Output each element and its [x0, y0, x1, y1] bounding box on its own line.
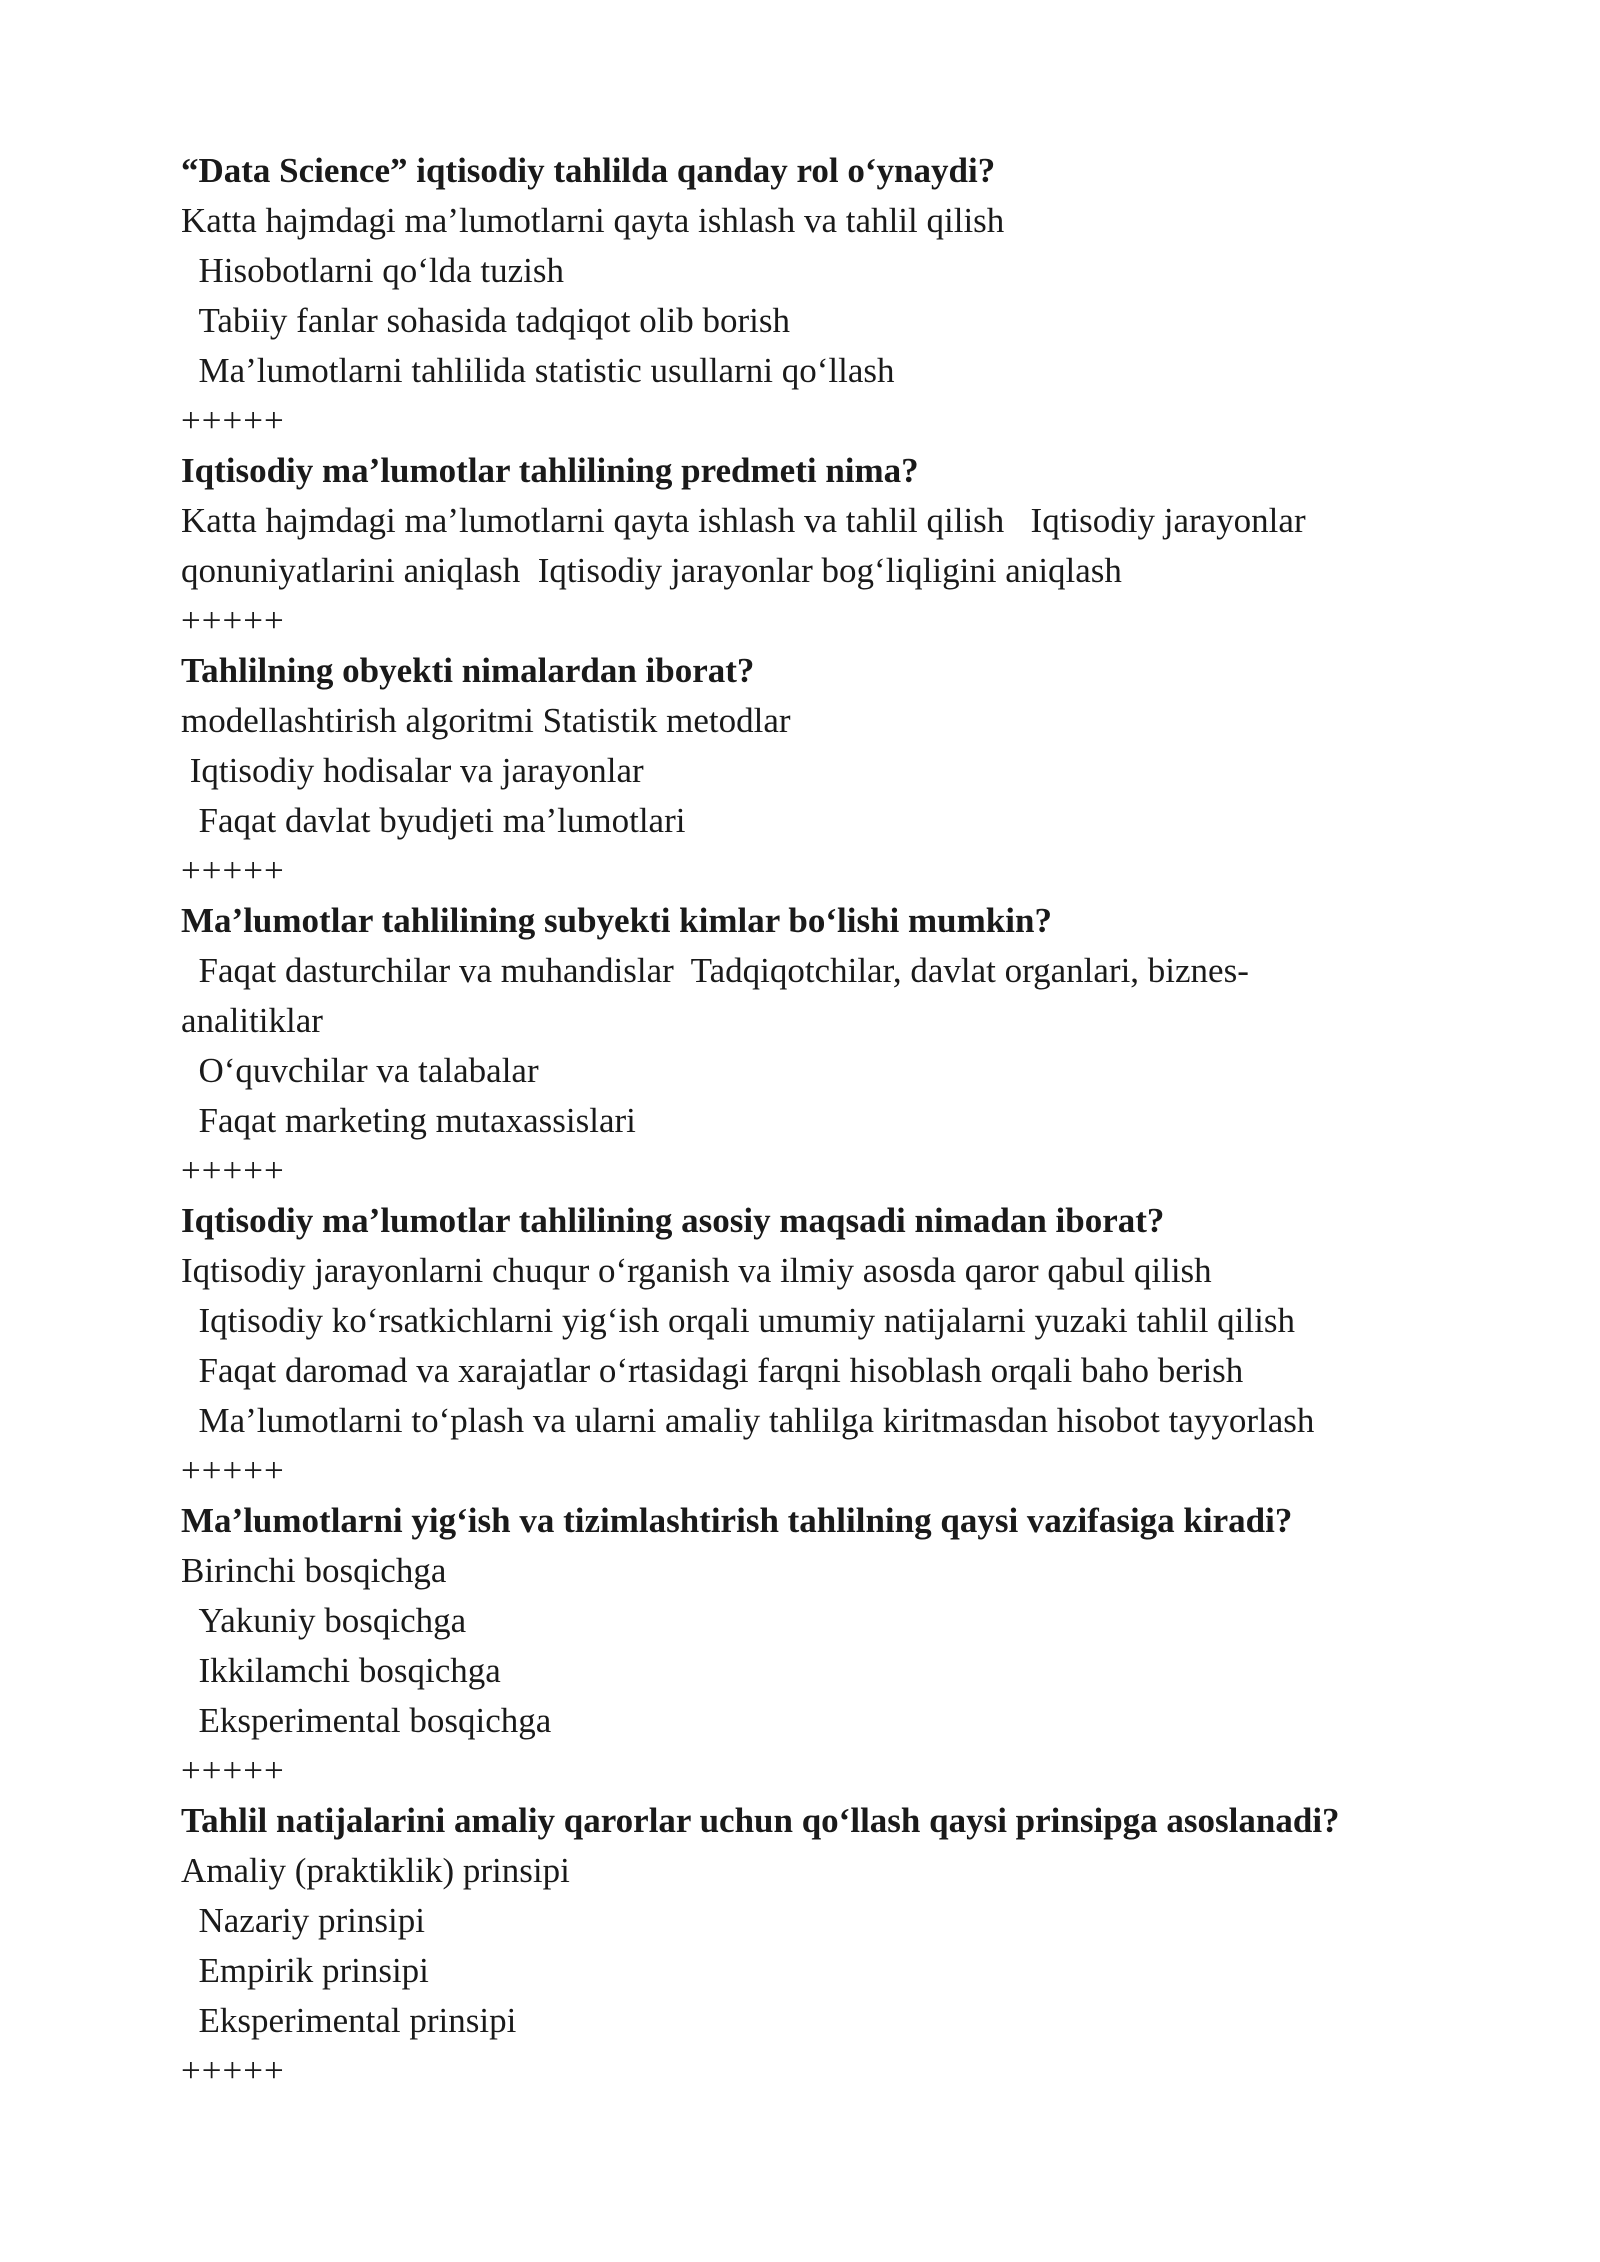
question-text: Ma’lumotlar tahlilining subyekti kimlar bo‘lishi mumkin? [181, 901, 1052, 940]
question-separator: +++++ [181, 401, 285, 440]
answer-option: Hisobotlarni qo‘lda tuzish [181, 251, 565, 290]
question-separator: +++++ [181, 2051, 285, 2090]
question-text: Iqtisodiy ma’lumotlar tahlilining predmeti nima? [181, 451, 919, 490]
question-text: “Data Science” iqtisodiy tahlilda qanday rol o‘ynaydi? [181, 151, 996, 190]
answer-option: Faqat davlat byudjeti ma’lumotlari [181, 801, 686, 840]
answer-option: Yakuniy bosqichga [181, 1601, 467, 1640]
answer-option: O‘quvchilar va talabalar [181, 1051, 539, 1090]
quiz-question-block [181, 146, 1441, 446]
quiz-question-block [181, 1196, 1441, 1496]
answer-option: Ma’lumotlarni to‘plash va ularni amaliy tahlilga kiritmasdan hisobot tayyorlash [181, 1401, 1315, 1440]
question-text: Tahlilning obyekti nimalardan iborat? [181, 651, 755, 690]
question-text: Iqtisodiy ma’lumotlar tahlilining asosiy maqsadi nimadan iborat? [181, 1201, 1165, 1240]
question-separator: +++++ [181, 1751, 285, 1790]
answer-option: Iqtisodiy hodisalar va jarayonlar [181, 751, 644, 790]
answer-option: Katta hajmdagi ma’lumotlarni qayta ishlash va tahlil qilish Iqtisodiy jarayonlar [181, 501, 1306, 540]
answer-option: Eksperimental bosqichga [181, 1701, 552, 1740]
answer-option: Faqat marketing mutaxassislari [181, 1101, 636, 1140]
answer-option: qonuniyatlarini aniqlash Iqtisodiy jarayonlar bog‘liqligini aniqlash [181, 551, 1122, 590]
quiz-question-block [181, 1496, 1441, 1796]
quiz-question-block [181, 1796, 1441, 2096]
answer-option: analitiklar [181, 1001, 323, 1040]
answer-option: Birinchi bosqichga [181, 1551, 447, 1590]
answer-option: Eksperimental prinsipi [181, 2001, 517, 2040]
quiz-question-block [181, 446, 1441, 646]
question-text: Ma’lumotlarni yig‘ish va tizimlashtirish tahlilning qaysi vazifasiga kiradi? [181, 1501, 1293, 1540]
answer-option: Faqat dasturchilar va muhandislar Tadqiqotchilar, davlat organlari, biznes- [181, 951, 1249, 990]
answer-option: Iqtisodiy jarayonlarni chuqur o‘rganish va ilmiy asosda qaror qabul qilish [181, 1251, 1212, 1290]
question-text: Tahlil natijalarini amaliy qarorlar uchun qo‘llash qaysi prinsipga asoslanadi? [181, 1801, 1340, 1840]
quiz-question-block [181, 896, 1441, 1196]
question-separator: +++++ [181, 1451, 285, 1490]
answer-option: modellashtirish algoritmi Statistik metodlar [181, 701, 791, 740]
question-separator: +++++ [181, 601, 285, 640]
answer-option: Ikkilamchi bosqichga [181, 1651, 501, 1690]
answer-option: Nazariy prinsipi [181, 1901, 425, 1940]
answer-option: Iqtisodiy ko‘rsatkichlarni yig‘ish orqali umumiy natijalarni yuzaki tahlil qilish [181, 1301, 1295, 1340]
question-separator: +++++ [181, 851, 285, 890]
quiz-question-block [181, 646, 1441, 896]
answer-option: Katta hajmdagi ma’lumotlarni qayta ishlash va tahlil qilish [181, 201, 1005, 240]
answer-option: Amaliy (praktiklik) prinsipi [181, 1851, 570, 1890]
answer-option: Faqat daromad va xarajatlar o‘rtasidagi farqni hisoblash orqali baho berish [181, 1351, 1244, 1390]
question-separator: +++++ [181, 1151, 285, 1190]
quiz-document [181, 146, 1441, 2096]
answer-option: Empirik prinsipi [181, 1951, 429, 1990]
answer-option: Ma’lumotlarni tahlilida statistic usullarni qo‘llash [181, 351, 895, 390]
answer-option: Tabiiy fanlar sohasida tadqiqot olib borish [181, 301, 790, 340]
